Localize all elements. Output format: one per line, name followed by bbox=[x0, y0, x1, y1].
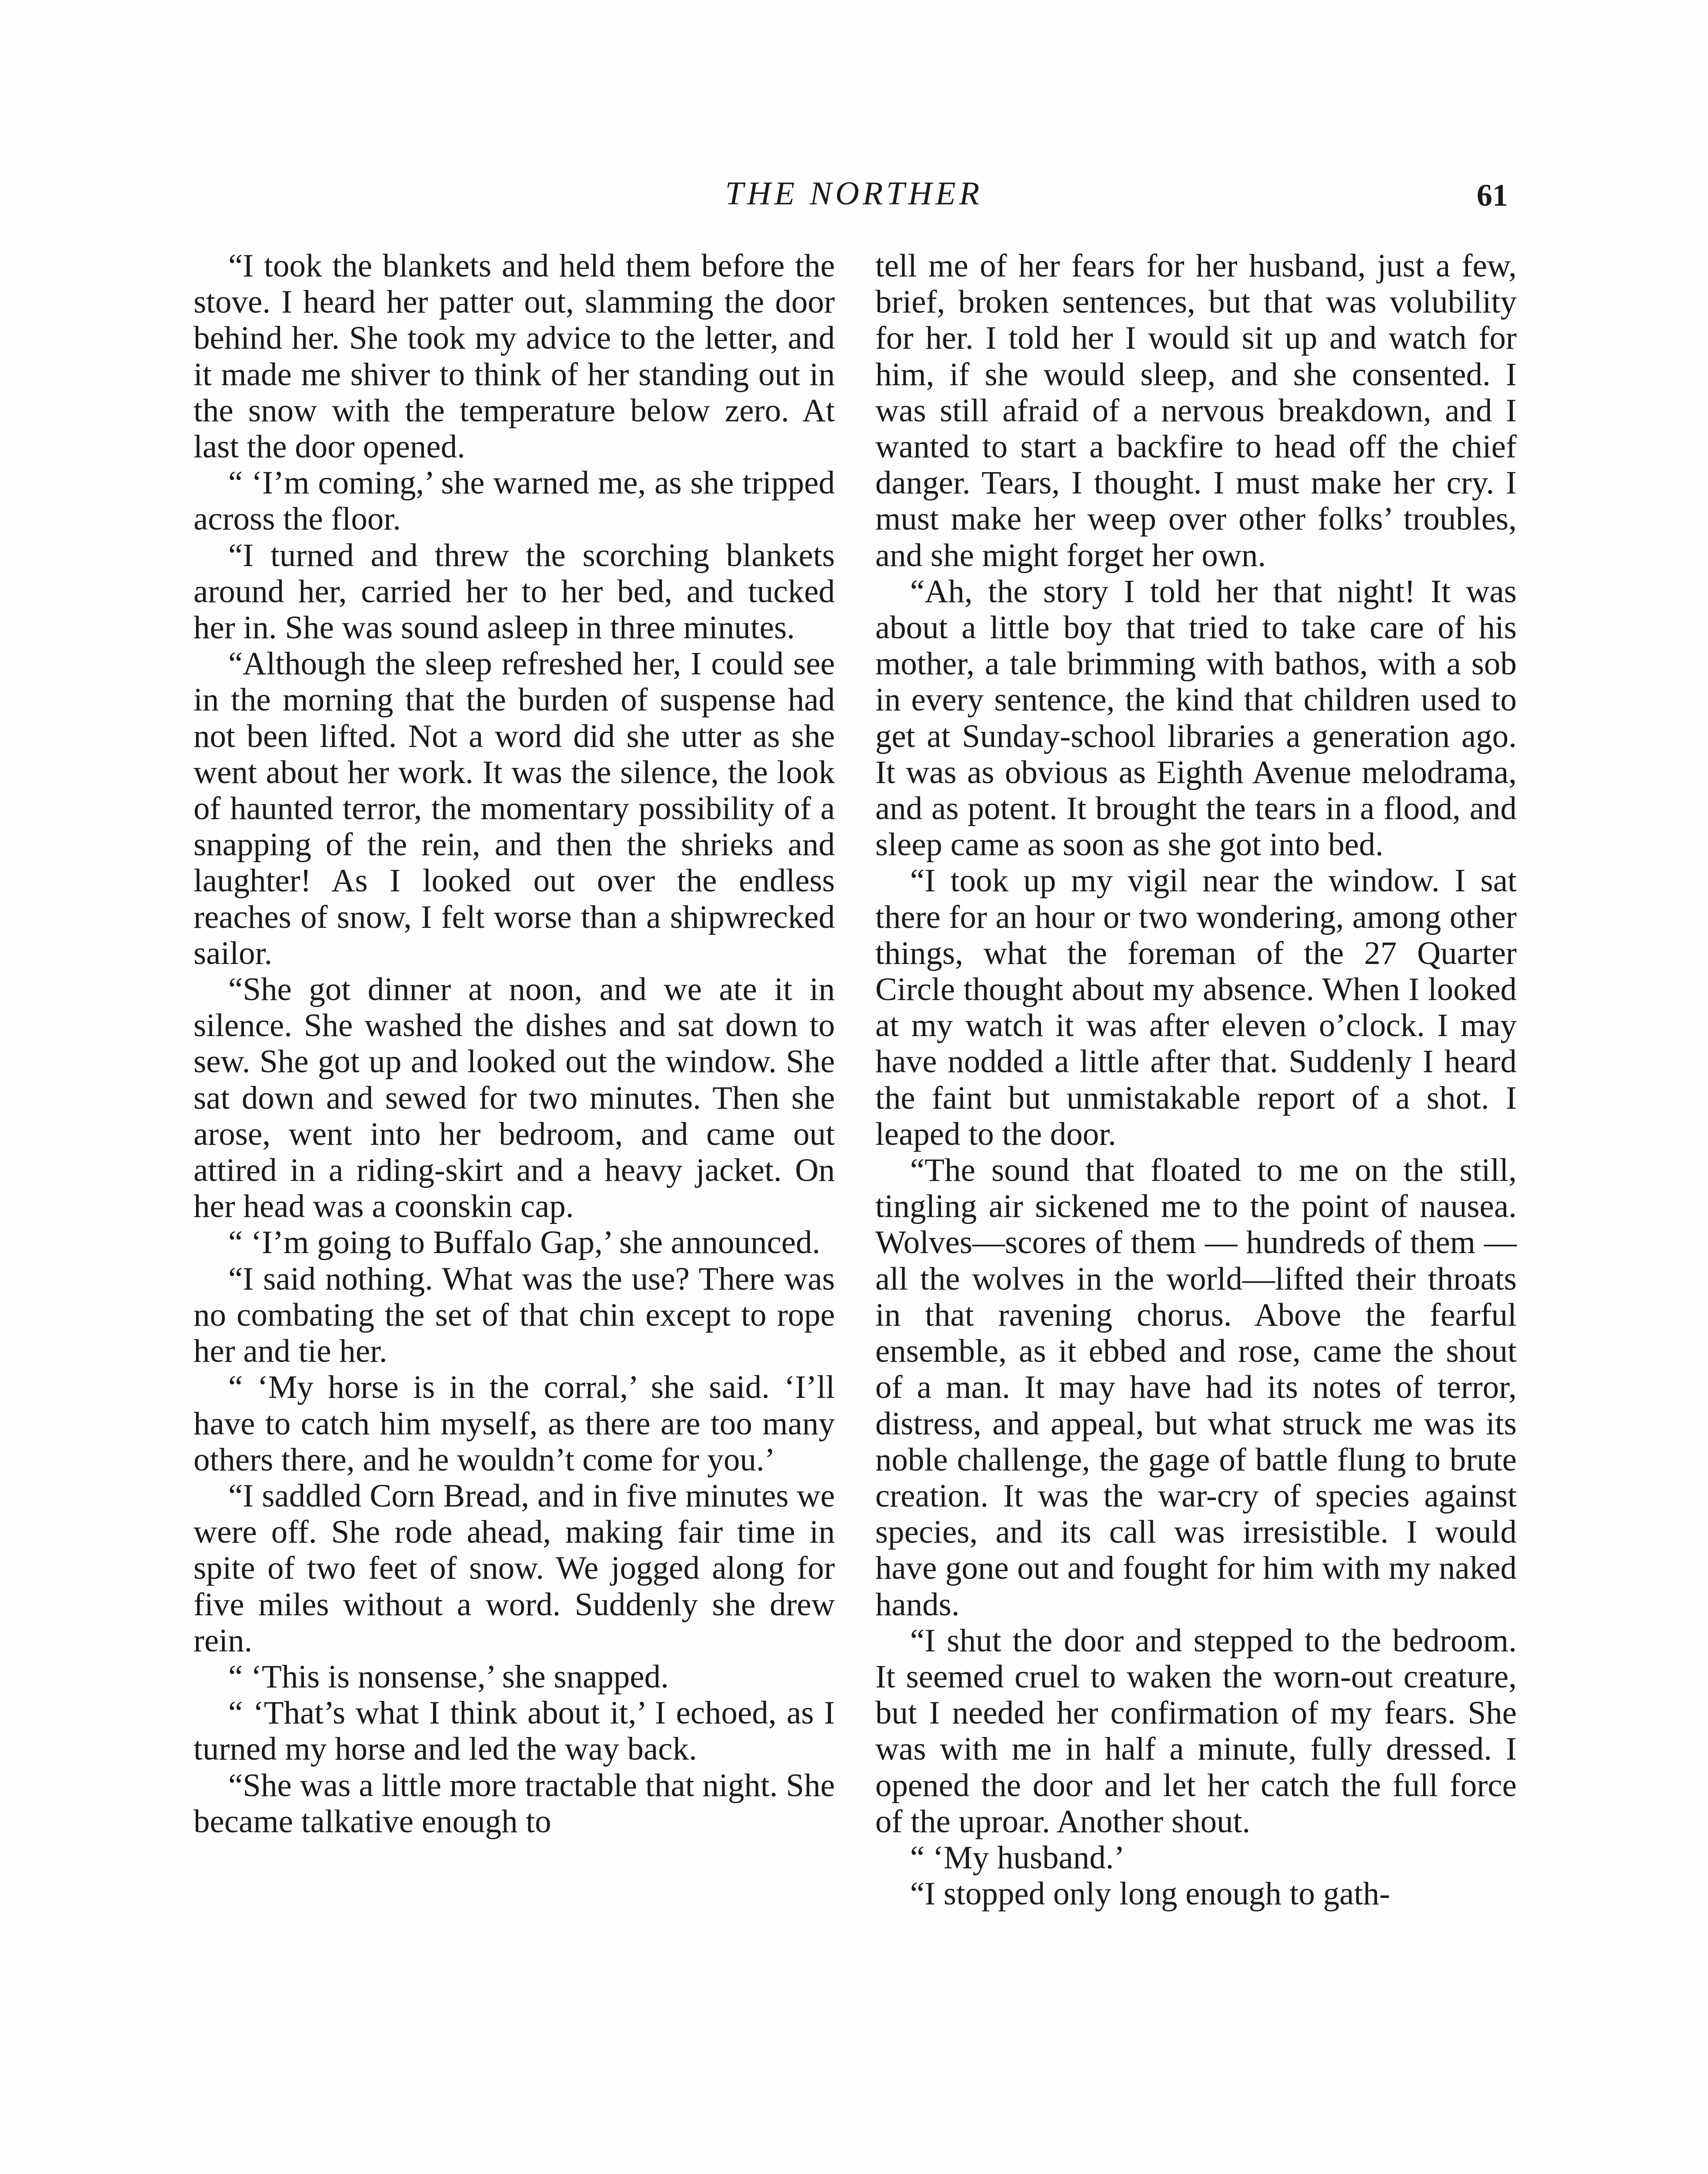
paragraph: “ ‘My horse is in the corral,’ she said. ‘I’ll have to catch him myself, as there are too many others there, and he wouldn’t come for you.’ bbox=[193, 1369, 835, 1478]
paragraph: “ ‘I’m going to Buffalo Gap,’ she announced. bbox=[228, 1224, 821, 1261]
paragraph: “I took the blankets and held them before the stove. I heard her patter out, slamming the door behind her. She took my advice to the letter, and it made me shiver to think of her standing out in the snow with the temperature below zero. At last the door opened. bbox=[193, 248, 835, 465]
paragraph: “She was a little more tractable that night. She became talkative enough to bbox=[193, 1767, 835, 1840]
paragraph: “Although the sleep refreshed her, I could see in the morning that the burden of suspense had not been lifted. Not a word did she utter as she went about her work. It was the silence, the look of haunted terror, the momentary possibility of a snapping of the rein, and then the shrieks and laughter! As I looked out over the endless reaches of snow, I felt worse than a shipwrecked sailor. bbox=[193, 646, 835, 971]
paragraph: “ ‘That’s what I think about it,’ I echoed, as I turned my horse and led the way back. bbox=[193, 1695, 835, 1767]
paragraph: “I said nothing. What was the use? There was no combating the set of that chin except to rope her and tie her. bbox=[193, 1260, 835, 1370]
left-column bbox=[193, 248, 835, 1840]
paragraph: “ ‘This is nonsense,’ she snapped. bbox=[228, 1658, 669, 1695]
running-head bbox=[0, 170, 1708, 217]
page-number: 61 bbox=[1477, 178, 1508, 213]
paragraph: “I took up my vigil near the window. I sat there for an hour or two wondering, among other things, what the foreman of the 27 Quarter Circle thought about my absence. When I looked at my watch it was after eleven o’clock. I may have nodded a little after that. Suddenly I heard the faint but unmistakable report of a shot. I leaped to the door. bbox=[875, 863, 1517, 1152]
right-column bbox=[875, 248, 1517, 1912]
running-title: THE NORTHER bbox=[725, 175, 983, 212]
paragraph: “I stopped only long enough to gath- bbox=[910, 1876, 1390, 1912]
paragraph-continuation: tell me of her fears for her husband, just a few, brief, broken sentences, but that was volubility for her. I told her I would sit up and watch for him, if she would sleep, and she consented. I was still afraid of a nervous breakdown, and I wanted to start a backfire to head off the chief danger. Tears, I thought. I must make her cry. I must make her weep over other folks’ troubles, and she might forget her own. bbox=[875, 248, 1517, 574]
paragraph: “I saddled Corn Bread, and in five minutes we were off. She rode ahead, making fair time in spite of two feet of snow. We jogged along for five miles without a word. Suddenly she drew rein. bbox=[193, 1477, 835, 1659]
paragraph: “I shut the door and stepped to the bedroom. It seemed cruel to waken the worn-out creature, but I needed her confirmation of my fears. She was with me in half a minute, fully dressed. I opened the door and let her catch the full force of the uproar. Another shout. bbox=[875, 1622, 1517, 1840]
paragraph: “ ‘My husband.’ bbox=[910, 1839, 1125, 1876]
paragraph: “ ‘I’m coming,’ she warned me, as she tripped across the floor. bbox=[193, 465, 835, 537]
paragraph: “She got dinner at noon, and we ate it in silence. She washed the dishes and sat down to sew. She got up and looked out the window. She sat down and sewed for two minutes. Then she arose, went into her bedroom, and came out attired in a riding-skirt and a heavy jacket. On her head was a coonskin cap. bbox=[193, 971, 835, 1225]
paragraph: “I turned and threw the scorching blankets around her, carried her to her bed, and tucked her in. She was sound asleep in three minutes. bbox=[193, 537, 835, 646]
paragraph: “The sound that floated to me on the still, tingling air sickened me to the point of nausea. Wolves—scores of them — hundreds of them — all the wolves in the world—lifted their throats in that ravening chorus. Above the fearful ensemble, as it ebbed and rose, came the shout of a man. It may have had its notes of terror, distress, and appeal, but what struck me was its noble challenge, the gage of battle flung to brute creation. It was the war-cry of species against species, and its call was irresistible. I would have gone out and fought for him with my naked hands. bbox=[875, 1152, 1517, 1623]
paragraph: “Ah, the story I told her that night! It was about a little boy that tried to take care of his mother, a tale brimming with bathos, with a sob in every sentence, the kind that children used to get at Sunday-school libraries a generation ago. It was as obvious as Eighth Avenue melodrama, and as potent. It brought the tears in a flood, and sleep came as soon as she got into bed. bbox=[875, 573, 1517, 863]
